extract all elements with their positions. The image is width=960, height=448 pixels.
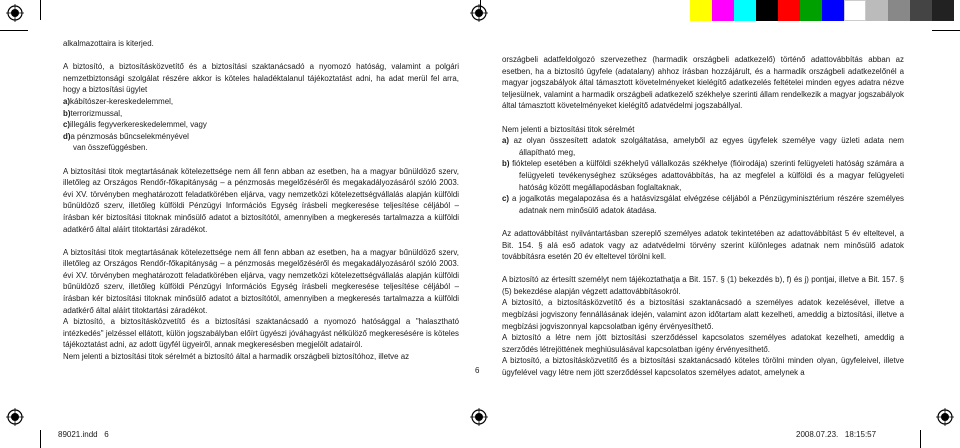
crop-mark xyxy=(480,0,481,14)
color-swatch xyxy=(910,0,932,21)
footer-timestamp: 2008.07.23. 18:15:57 xyxy=(796,430,877,439)
list-item: b)terrorizmussal, xyxy=(63,108,123,118)
list-tail: van összefüggésben. xyxy=(73,143,148,153)
paragraph: Nem jelenti a biztosítási titok sérelmét xyxy=(502,124,635,134)
color-swatch xyxy=(712,0,734,21)
color-swatch xyxy=(690,0,712,21)
paragraph: alkalmazottaira is kiterjed. xyxy=(63,39,154,48)
list-item: b) fióktelep esetében a külföldi székhelyű vállalkozás székhelye (fióirodája) szerinti felügyeleti hatóság számára a felügyeleti tevékenységhez szükséges adattovábbítás, ha az megfelel a külföldi és a magyar felügyeleti hatóság között megállapodásban foglaltaknak, xyxy=(502,159,904,192)
crop-mark xyxy=(40,430,41,448)
paragraph: A biztosítási titok megtartásának kötelezettsége nem áll fenn abban az esetben, ha a magyar bűnüldöző szerv, illetőleg az Országos Rendőr-főkapitányság – a pénzmosás megelőzéséről és megakadályozásáról szóló 2003. évi XV. törvényben meghatározott feladatkörében eljárva, vagy nemzetközi kötelezettségvállalás alapján külföldi bűnüldöző szerv, illetőleg külföldi Pénzügyi Információs Egység írásbeli megkeresése teljesítése céljából – írásban kér biztosítási titoknak minősülő adatot a biztosítótól, amennyiben a megkeresés tartalmazza a külföldi adatkérő által aláírt titoktartási záradékot. xyxy=(63,166,459,234)
color-swatch xyxy=(844,0,866,21)
registration-mark-bottom-left xyxy=(6,408,24,426)
list-item: d)a pénzmosás bűncselekményével xyxy=(63,131,189,141)
paragraph: Nem jelenti a biztosítási titok sérelmét a biztosító által a harmadik országbeli biztosítóhoz, illetve az xyxy=(63,352,410,362)
paragraph: A biztosító a létre nem jött biztosítási szerződéssel kapcsolatos személyes adatokat kezelheti, ameddig a szerződés létrejöttének meghiúsulásával kapcsolatban igény érvényesíthető. xyxy=(502,333,904,354)
footer-filename: 89021.indd 6 xyxy=(58,430,109,439)
paragraph: A biztosító, a biztosításközvetítő és a biztosítási szaktanácsadó köteles törölni minden olyan, ügyfeleivel, illetve ügyfelével vagy létre nem jött szerződéssel kapcsolatos személyes adatot, amelynek a xyxy=(502,356,904,378)
list-item: c)illegális fegyverkereskedelemmel, vagy xyxy=(63,120,207,130)
list-item: a) az olyan összesített adatok szolgáltatása, amelyből az egyes ügyfelek személye vagy üzleti adata nem állapítható meg, xyxy=(502,136,904,157)
list-item: a)kábítószer-kereskedelemmel, xyxy=(63,96,174,106)
color-swatch xyxy=(866,0,888,21)
color-swatch xyxy=(734,0,756,21)
crop-mark xyxy=(932,30,960,31)
color-calibration-bar xyxy=(690,0,954,21)
right-column xyxy=(502,54,904,379)
paragraph: A biztosító, a biztosításközvetítő és a biztosítási szaktanácsadó a nyomozó hatósággal a "halasztható intézkedés" jelzéssel ellátott, külön jogszabályban előírt ügyészi jóváhagyást nélkülöző megkeresésére is köteles tájékoztatást adni, az adott ügyfél ügyeiről, annak megkeresésben megjelölt adatairól. xyxy=(63,317,459,350)
crop-mark xyxy=(40,0,41,20)
list-item: c) a jogalkotás megalapozása és a hatásvizsgálat elvégzése céljából a Pénzügyminisztérium részére személyes adatnak nem minősülő adatok átadása. xyxy=(502,194,904,215)
color-swatch xyxy=(888,0,910,21)
page-number: 6 xyxy=(475,366,480,375)
color-swatch xyxy=(778,0,800,21)
color-swatch xyxy=(822,0,844,21)
registration-mark-top-left xyxy=(6,4,24,22)
color-swatch xyxy=(932,0,954,21)
crop-mark xyxy=(920,430,921,448)
paragraph: Az adattovábbítást nyilvántartásban szereplő személyes adatok tekintetében az adattovábbítást 5 év elteltevel, a Bit. 154. § alá eső adatok vagy az adatvédelmi törvény szerint különleges adatnak nem minősülő adatok továbbításra esetén 20 év elteltevel törölni kell. xyxy=(502,228,904,262)
paragraph: országbeli adatfeldolgozó szervezethez (harmadik országbeli adatkezelő) történő adattovábbítás abban az esetben, ha a biztosító ügyfele (adatalany) ahhoz írásban hozzájárult, és a harmadik országbeli adatkezelőnél a magyar jogszabályok által támasztott követelményeket kielégítő adatkezelés feltételei minden egyes adatra nézve teljesülnek, valamint a harmadik országbeli adatkezelő székhelye szerinti állam rendelkezik a magyar jogszabályok által támasztott követelményeket kielégítő adatvédelmi jogszabállyal. xyxy=(502,55,904,111)
paragraph: A biztosító az értesítt személyt nem tájékoztathatja a Bit. 157. § (1) bekezdés b), f) és j) pontjai, illetve a Bit. 157. § (5) bekezdése alapján végzett adattovábbításokról. xyxy=(502,275,904,296)
paragraph: A biztosító, a biztosításközvetítő és a biztosítási szaktanácsadó a személyes adatok kezelésével, illetve a megbízási jogviszony fennállásának idején, valamint azon időtartam alatt kezelheti, ameddig a biztosítási, illetve a megbízási jogviszonnyal kapcsolatban igény érvényesíthető. xyxy=(502,298,904,331)
registration-mark-bottom-center xyxy=(470,408,488,426)
left-column xyxy=(63,38,459,363)
paragraph: A biztosítási titok megtartásának kötelezettsége nem áll fenn abban az esetben, ha a magyar bűnüldöző szerv, illetőleg az Országos Rendőr-főkapitányság – a pénzmosás megelőzéséről és megakadályozásáról szóló 2003. évi XV. törvényben meghatározott feladatkörében eljárva, vagy nemzetközi kötelezettségvállalás alapján külföldi bűnüldöző szerv, illetőleg külföldi Pénzügyi Információs Egység írásbeli megkeresése teljesítése céljából – írásban kér biztosítási titoknak minősülő adatot a biztosítótól, amennyiben a megkeresés tartalmazza a külföldi adatkérő által aláírt titoktartási záradékot. xyxy=(63,247,459,315)
color-swatch xyxy=(756,0,778,21)
color-swatch xyxy=(800,0,822,21)
registration-mark-top-center xyxy=(470,4,488,22)
crop-mark xyxy=(0,30,28,31)
registration-mark-bottom-right xyxy=(936,408,954,426)
paragraph: A biztosító, a biztosításközvetítő és a biztosítási szaktanácsadó a nyomozó hatóság, valamint a polgári nemzetbiztonsági szolgálat részére akkor is köteles haladéktalanul tájékoztatást adni, ha adat merül fel arra, hogy a biztosítási ügylet xyxy=(63,62,459,95)
